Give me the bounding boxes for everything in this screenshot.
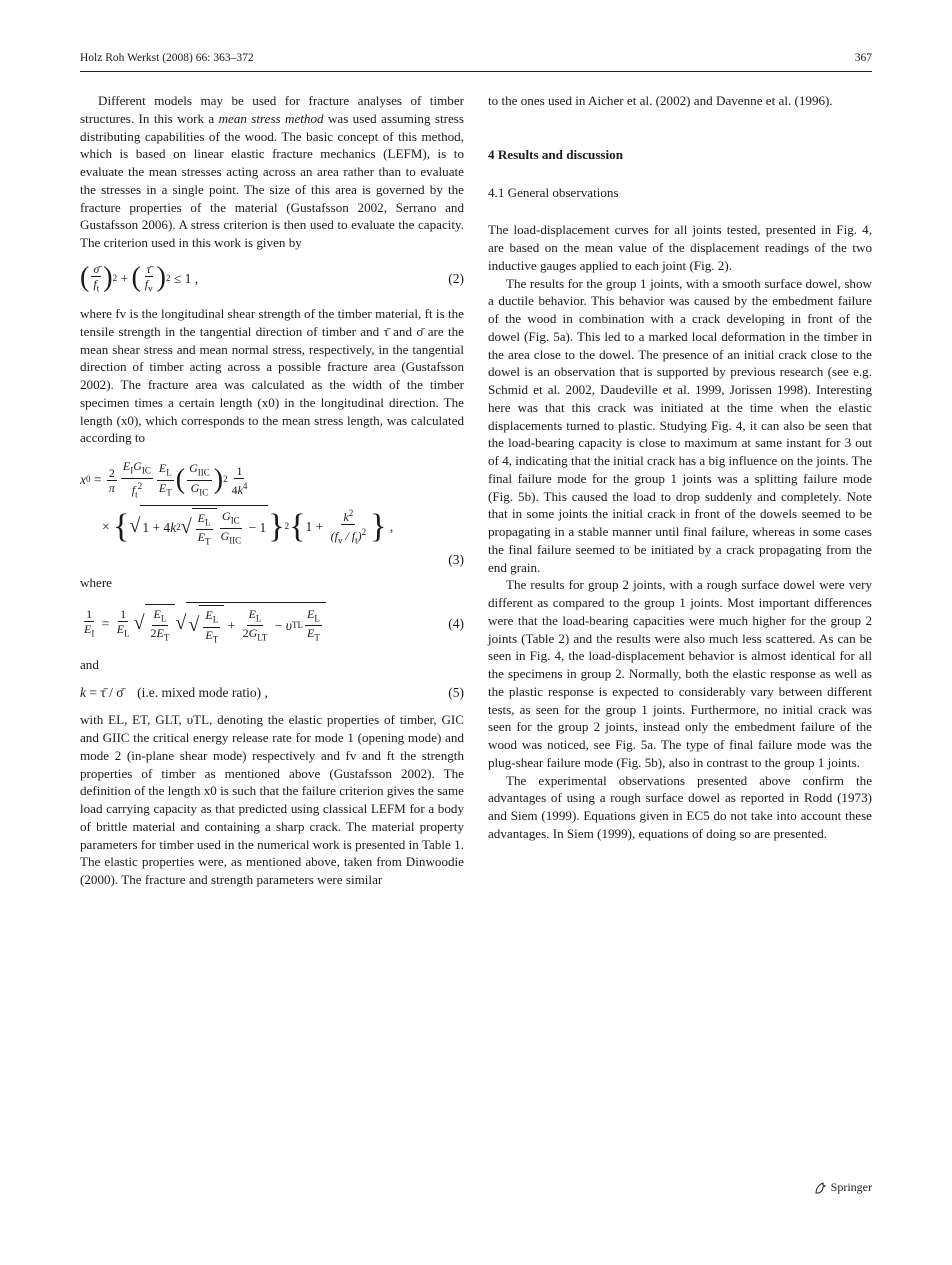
equation-2-number: (2)	[448, 270, 464, 286]
emphasis-mean-stress-method: mean stress method	[218, 110, 324, 126]
springer-horse-icon	[813, 1181, 827, 1195]
left-column	[80, 92, 464, 889]
header-rule	[80, 71, 872, 72]
paragraph-continued: to the ones used in Aicher et al. (2002) and Davenne et al. (1996).	[488, 93, 833, 108]
equation-3: x 0 = $\frac{2}{\pi}$ $\frac{E_IG_{IC}}{f_t^2}$ $\frac{E_L}{E_T}$ ( $\frac{G_{IIC}}{G_{IC}}$ ) 2 $\frac{1}{4k^4}$ × { √ 1 + 4 k 2 √ $\frac{E_L}{E_T}$ $\frac{G_{IC}}{G_{IIC}}$ − 1 } 2 { 1 + $\frac{k^2}{(f_v / f_t)^2}$ } , (3)	[80, 459, 464, 567]
equation-5-number: (5)	[448, 684, 464, 700]
equation-4-number: (4)	[448, 616, 464, 632]
right-column	[488, 92, 872, 843]
section-heading: 4 Results and discussion	[488, 146, 623, 162]
paragraph-mean-stress-method: Different models may be used for fracture analyses of timber structures. In this work a mean stress method was used assuming stress distributing capabilities of the wood. The basic concept of this method, which is based on linear elastic fracture mechanics (LEFM), is to evaluate the mean stresses acting across an area rather than to evaluate the stresses in a single point. The size of this area is governed by the fracture properties of the material (Gustafsson 2002, Serrano and Gustafsson 2006). A stress criterion is then used to evaluate the capacity. The criterion used in this work is given by	[80, 93, 464, 250]
equation-5: k = τ̄ / σ̄ (i.e. mixed mode ratio) , (5)	[80, 684, 464, 700]
equation-4: $\frac{1}{E_I}$ = $\frac{1}{E_L}$ √ $\frac{E_L}{2E_T}$ √ √ $\frac{E_L}{E_T}$ + $\frac{E_L}{2G_{LT}}$ − υ TL $\frac{E_L}{E_T}$ (4)	[80, 602, 464, 646]
publisher-name: Springer	[830, 1180, 872, 1194]
journal-citation: Holz Roh Werkst (2008) 66: 363–372	[80, 52, 254, 64]
running-head	[80, 52, 872, 64]
page-number: 367	[854, 52, 872, 64]
paragraph-observations: The experimental observations presented above confirm the advantages of using a rough surface dowel as reported in Rodd (1973) and Siem (1999). Equations given in EC5 do not take into account these advantages. In Siem (1999), equations of doing so are presented.	[488, 772, 872, 841]
equation-2: ( $\frac{\sigmā}{f_t}$ ) 2 + ( $\frac{\taū}{f_v}$ ) 2 ≤ 1 , (2)	[80, 261, 464, 294]
paragraph-group-1: The results for the group 1 joints, with a smooth surface dowel, show a ductile behavior. This behavior was caused by the embedment failure of the wood in combination with a crack developing in front of the dowel (Fig. 5a). This led to a marked local deformation in the timber in the area close to the dowel. The presence of an initial crack close to the dowel is an observation that is supported by previous research (see e.g. Schmid et al. 2002, Daudeville et al. 1999, Jorissen 1998). Interesting here was that this crack was initiated at the time when the elastic displacements turned to plastic. Studying Fig. 4, it can also be seen that the load-bearing capacity is close to maximum at same instant for 3 out of 4, indicating that the initial crack has a big influence on the joints. The final failure mode for the group 1 joints was a splitting failure mode (Fig. 5b). This caused the load to drop suddenly and completely. Note that in some joints the initial crack in front of the dowels seemed to be propagating in a stable manner until final failure, whereas in some cases the final failure seemed to be initiated by a crack propagating from the end grain.	[488, 275, 872, 575]
publisher-mark	[813, 1180, 872, 1195]
equation-5-note: (i.e. mixed mode ratio) ,	[137, 684, 268, 700]
paragraph-elastic-properties: with EL, ET, GLT, υTL, denoting the elastic properties of timber, GIC and GIIC the critical energy release rate for mode 1 (opening mode) and mode 2 (in-plane shear mode) respectively and fv and ft the strength properties of timber as mentioned above (Gustafsson 2002). The definition of the length x0 is such that the failure criterion gives the same load carrying capacity as that predicted using classical LEFM for a body of brittle material and containing a sharp crack. The material property parameters for timber used in the numerical work is presented in Table 1. The elastic properties were, as mentioned above, taken from Dinwoodie (2000). The fracture and strength parameters were similar	[80, 712, 464, 888]
paragraph-where-fv: where fv is the longitudinal shear strength of the timber material, ft is the tensile strength in the tangential direction of timber and τ̄ and σ̄ are the mean shear stress and mean normal stress, respectively, in the tangential direction of timber acting across a possible fracture area (Gustafsson 2002). The fracture area was calculated as the width of the timber specimen times a certain length (x0) in the longitudinal direction. The length (x0), which corresponds to the mean stress length, was calculated according to	[80, 306, 464, 446]
label-where: where	[80, 575, 112, 591]
paragraph-load-displacement: The load-displacement curves for all joints tested, presented in Fig. 4, are based on the mean value of the displacement readings of the two inductive gauges applied to each joint (Fig. 2).	[488, 222, 872, 273]
equation-3-number: (3)	[448, 551, 464, 567]
paragraph-group-2: The results for group 2 joints, with a rough surface dowel were very different as compared to the group 1 joints. Most important differences were that the load-bearing capacities were much higher for the group 2 joints (Table 2) and the results were also much less scattered. As can be seen in Fig. 4, the load-displacement behavior is almost identical for all the specimens in group 2. Normally, both the elastic response as well as the plastic response is expected to considerably vary between different tests, as seen for the group 1 joints. Furthermore, no initial crack was seen for the group 2 joints, instead only the embedment failure of the wood was noticed, see Fig. 5a. The type of final failure mode was the plug-shear failure mode (Fig. 5b), also in contrast to the group 1 joints.	[488, 577, 872, 770]
subsection-heading: 4.1 General observations	[488, 184, 619, 200]
label-and: and	[80, 656, 99, 672]
